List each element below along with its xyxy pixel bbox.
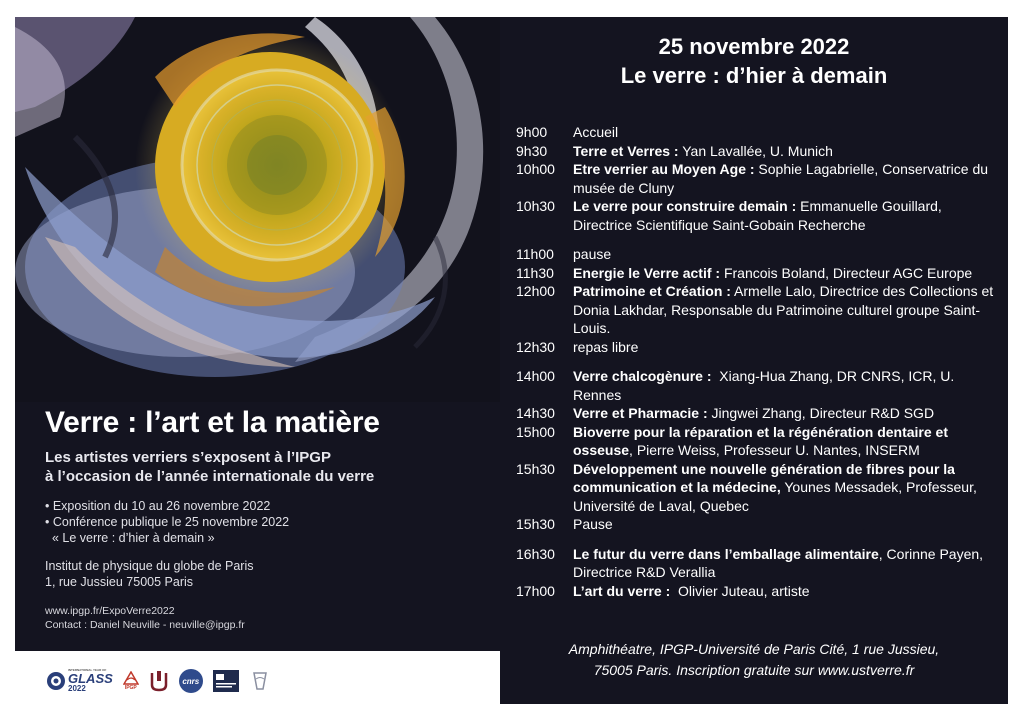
- program-schedule: [516, 123, 1002, 600]
- conference-program: [500, 17, 1008, 704]
- partner-logos: [46, 666, 271, 696]
- program-footer: [500, 639, 1008, 681]
- exhibition-poster: [15, 17, 502, 651]
- session-title: Le verre pour construire demain :: [573, 198, 797, 214]
- schedule-time: 10h30: [516, 198, 555, 214]
- session-speakers: Jingwei Zhang, Directeur R&D SGD: [707, 405, 935, 421]
- schedule-row: [516, 404, 1002, 423]
- session-title: Etre verrier au Moyen Age :: [573, 161, 755, 177]
- session-speakers: Armelle Lalo, Directrice des Collections et Donia Lakhdar, Responsable du Patrimoine culturel groupe Saint-Louis.: [573, 283, 998, 336]
- session-speakers: Accueil: [573, 124, 619, 140]
- schedule-row: [516, 245, 1002, 264]
- schedule-row: [516, 515, 1002, 534]
- schedule-row: [516, 338, 1002, 357]
- schedule-row: [516, 160, 1002, 197]
- poster-bullet: • Exposition du 10 au 26 novembre 2022: [45, 499, 271, 513]
- poster-bullet: « Le verre : d’hier à demain »: [45, 531, 215, 545]
- schedule-spacer: [516, 534, 1002, 545]
- schedule-row: [516, 123, 1002, 142]
- university-logo: [149, 670, 169, 692]
- schedule-row: [516, 197, 1002, 234]
- schedule-row: [516, 460, 1002, 516]
- schedule-description: [573, 245, 1002, 264]
- session-title: Energie le Verre actif :: [573, 264, 721, 281]
- schedule-description: [573, 282, 1002, 338]
- session-title: Verre chalcogènure :: [573, 368, 712, 384]
- sorbonne-emblem-icon: [213, 670, 239, 692]
- glass-logo-year: 2022: [68, 684, 86, 693]
- schedule-time: 17h00: [516, 582, 555, 599]
- poster-contact: Contact : Daniel Neuville - neuville@ipgp.fr: [45, 619, 245, 631]
- schedule-row: [516, 367, 1002, 404]
- session-speakers: , Pierre Weiss, Professeur U. Nantes, INSERM: [629, 442, 920, 458]
- schedule-time: 14h30: [516, 405, 555, 421]
- schedule-time: 15h30: [516, 460, 555, 477]
- session-title: Le futur du verre dans l’emballage alimentaire: [573, 545, 879, 562]
- schedule-time: 14h00: [516, 368, 555, 384]
- schedule-description: [573, 460, 1002, 516]
- poster-address: [45, 558, 495, 590]
- session-speakers: Pause: [573, 516, 613, 532]
- schedule-time: 9h00: [516, 124, 548, 140]
- session-speakers: Francois Boland, Directeur AGC Europe: [720, 264, 973, 281]
- institute-street: 1, rue Jussieu 75005 Paris: [45, 575, 194, 589]
- schedule-time: 12h30: [516, 338, 555, 355]
- schedule-description: [573, 264, 1002, 283]
- session-speakers: Xiang-Hua Zhang, DR CNRS, ICR, U. Rennes: [573, 368, 959, 403]
- ustverre-logo: [249, 669, 271, 693]
- session-speakers: Olivier Juteau, artiste: [670, 582, 810, 599]
- poster-subtitle-line-2: à l’occasion de l’année internationale du verre: [45, 468, 375, 485]
- schedule-time: 15h00: [516, 423, 555, 440]
- institute-name: Institut de physique du globe de Paris: [45, 559, 254, 573]
- program-header: [500, 33, 1008, 91]
- registration-line: 75005 Paris. Inscription gratuite sur www.ustverre.fr: [593, 662, 915, 678]
- schedule-spacer: [516, 234, 1002, 245]
- poster-text-block: [45, 406, 495, 632]
- schedule-time: 9h30: [516, 142, 548, 159]
- poster-title: Verre : l’art et la matière: [45, 406, 380, 439]
- session-speakers: , Corinne Payen, Directrice R&D Verallia: [573, 545, 987, 580]
- session-title: Terre et Verres :: [573, 142, 679, 159]
- schedule-description: [573, 367, 1002, 404]
- schedule-description: [573, 338, 1002, 357]
- ipgp-emblem-icon: [123, 671, 139, 685]
- schedule-description: [573, 423, 1002, 460]
- schedule-row: [516, 545, 1002, 582]
- glass-logo-tagline: INTERNATIONAL YEAR OF: [68, 668, 107, 672]
- sorbonne-logo: [213, 670, 239, 692]
- glass-logo-word: GLASS: [68, 671, 113, 686]
- schedule-time: 15h30: [516, 516, 555, 532]
- poster-website-link[interactable]: www.ipgp.fr/ExpoVerre2022: [45, 605, 175, 617]
- schedule-description: [573, 582, 1002, 601]
- session-speakers: Yan Lavallée, U. Munich: [678, 142, 833, 159]
- cnrs-logo-text: cnrs: [182, 676, 200, 686]
- session-speakers: Younes Messadek, Professeur, Université de Laval, Quebec: [573, 479, 981, 514]
- schedule-time: 11h00: [516, 246, 554, 262]
- poster-subtitle: [45, 448, 495, 486]
- schedule-row: [516, 282, 1002, 338]
- schedule-row: [516, 582, 1002, 601]
- session-speakers: Sophie Lagabrielle, Conservatrice du musée de Cluny: [573, 161, 992, 196]
- schedule-description: [573, 515, 1002, 534]
- glass-2022-logo: [46, 669, 113, 693]
- poster-subtitle-line-1: Les artistes verriers s’exposent à l’IPGP: [45, 449, 331, 466]
- glass-year-icon: [46, 671, 66, 691]
- schedule-row: [516, 142, 1002, 161]
- schedule-description: [573, 545, 1002, 582]
- schedule-description: [573, 197, 1002, 234]
- university-emblem-icon: [149, 670, 169, 692]
- poster-contact-block: [45, 604, 495, 632]
- glass-artwork-image: [15, 17, 502, 402]
- schedule-time: 12h00: [516, 283, 555, 299]
- poster-event-list: [45, 498, 495, 546]
- schedule-description: [573, 123, 1002, 142]
- program-title: Le verre : d’hier à demain: [620, 63, 888, 88]
- session-title: Patrimoine et Création :: [573, 283, 731, 299]
- ipgp-logo-text: IPGP: [124, 685, 137, 691]
- schedule-time: 11h30: [516, 264, 554, 281]
- session-title: L’art du verre :: [573, 582, 671, 599]
- session-speakers: repas libre: [573, 338, 639, 355]
- session-speakers: pause: [573, 246, 612, 262]
- schedule-row: [516, 423, 1002, 460]
- session-title: Bioverre pour la réparation et la régénération dentaire et osseuse: [573, 423, 948, 458]
- program-date: 25 novembre 2022: [658, 34, 850, 59]
- schedule-time: 16h30: [516, 545, 555, 562]
- schedule-description: [573, 160, 1002, 197]
- schedule-spacer: [516, 356, 1002, 367]
- session-speakers: Emmanuelle Gouillard, Directrice Scientifique Saint-Gobain Recherche: [573, 198, 946, 233]
- ipgp-logo: [123, 671, 139, 691]
- session-title: Développement une nouvelle génération de fibres pour la communication et la médecine,: [573, 460, 955, 495]
- session-title: Verre et Pharmacie :: [573, 405, 708, 421]
- poster-bullet: • Conférence publique le 25 novembre 2022: [45, 515, 290, 529]
- schedule-time: 10h00: [516, 161, 555, 177]
- cnrs-logo: [179, 669, 203, 693]
- schedule-row: [516, 264, 1002, 283]
- venue-line: Amphithéatre, IPGP-Université de Paris Cité, 1 rue Jussieu,: [568, 641, 940, 657]
- schedule-description: [573, 404, 1002, 423]
- ustverre-emblem-icon: [249, 669, 271, 693]
- schedule-description: [573, 142, 1002, 161]
